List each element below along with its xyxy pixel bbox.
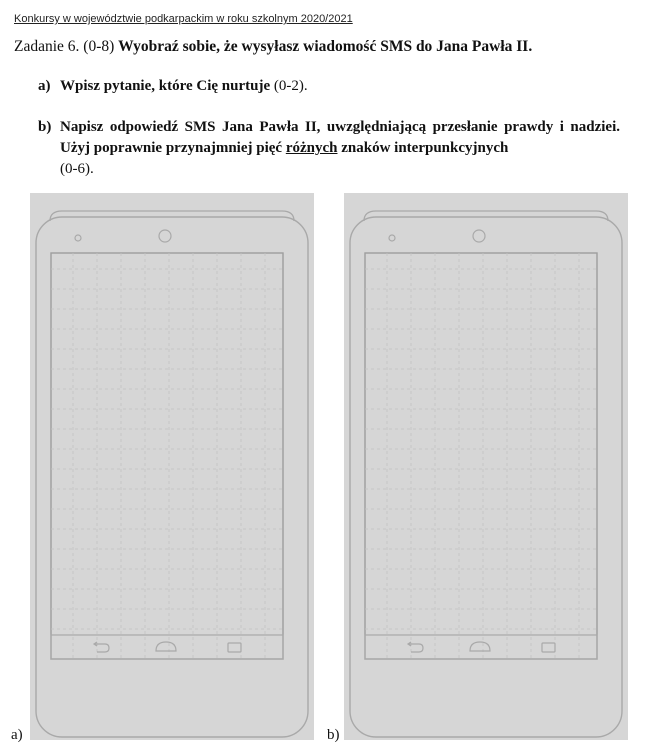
subtask-b-underlined-word: różnych <box>285 140 338 156</box>
phone-b-label: b) <box>327 727 340 743</box>
back-icon <box>94 642 109 652</box>
task-number: Zadanie 6. (0-8) <box>14 38 115 55</box>
subtask-b-instruction-2: Użyj poprawnie przynajmniej pięć <box>60 140 283 156</box>
subtask-a-instruction: Wpisz pytanie, które Cię nurtuje <box>60 78 271 94</box>
home-button-icon <box>159 230 171 242</box>
phone-drawing-b <box>344 193 628 740</box>
navigation-bar <box>365 635 597 659</box>
subtask-a <box>38 76 628 97</box>
subtask-b-instruction-3: znaków interpunkcyjnych <box>341 140 509 156</box>
back-icon <box>408 642 423 652</box>
phone-drawing-a <box>30 193 314 740</box>
screen-grid <box>365 253 597 659</box>
phone-screen <box>365 253 597 659</box>
recent-apps-icon <box>542 643 555 652</box>
home-icon <box>470 642 490 651</box>
subtask-a-text <box>60 76 628 97</box>
home-icon <box>156 642 176 651</box>
subtask-b-points: (0-6). <box>60 161 94 177</box>
navigation-bar <box>51 635 283 659</box>
contest-header: Konkursy w województwie podkarpackim w roku szkolnym 2020/2021 <box>14 13 353 25</box>
subtask-a-points: (0-2). <box>273 78 308 94</box>
recent-apps-icon <box>228 643 241 652</box>
phone-a-label: a) <box>11 727 23 743</box>
subtask-b-text <box>60 117 620 180</box>
phone-screen <box>51 253 283 659</box>
camera-icon <box>389 235 395 241</box>
subtask-a-letter: a) <box>38 78 51 94</box>
camera-icon <box>75 235 81 241</box>
home-button-icon <box>473 230 485 242</box>
task-instruction: Wyobraź sobie, że wysyłasz wiadomość SMS do Jana Pawła II. <box>118 38 533 55</box>
subtask-b <box>38 117 620 180</box>
subtask-b-letter: b) <box>38 119 52 135</box>
task-title <box>14 38 532 56</box>
subtask-b-instruction-1: Napisz odpowiedź SMS Jana Pawła II, uwzględniającą przesłanie prawdy i nadziei. <box>60 119 620 135</box>
screen-grid <box>51 253 283 659</box>
